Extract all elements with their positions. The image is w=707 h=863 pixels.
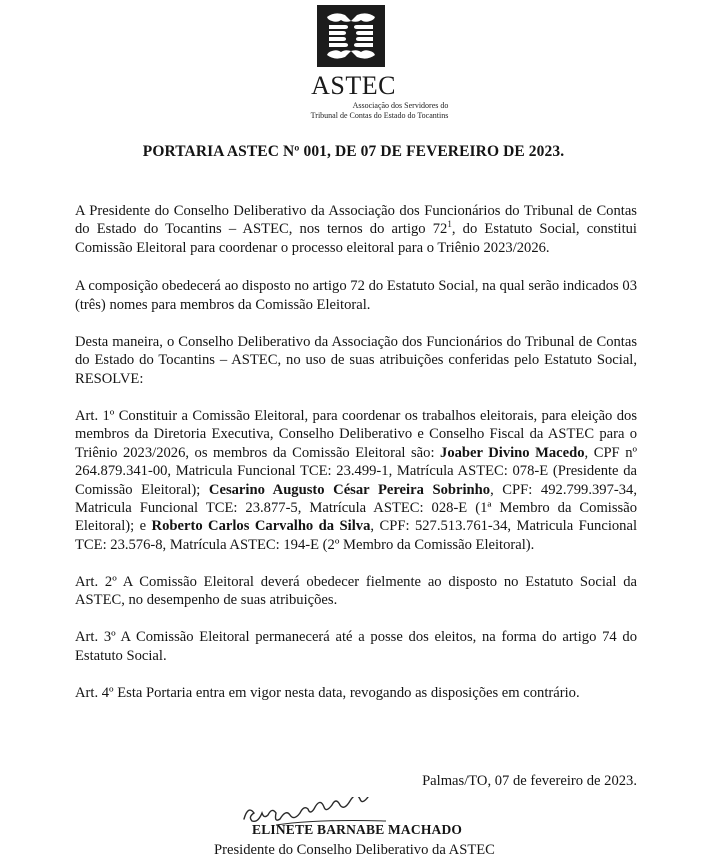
member-name: Roberto Carlos Carvalho da Silva	[151, 518, 371, 535]
article-1-text: , CPF nº 264.879.341-00, Matricula Funcional TCE: 23.499-1, Matrícula ASTEC: 078-E (Presidente da Comissão Eleitoral);	[75, 444, 638, 498]
paragraph-preamble	[75, 202, 637, 257]
date-line: Palmas/TO, 07 de fevereiro de 2023.	[422, 773, 637, 789]
org-subtitle-line2: Tribunal de Contas do Estado do Tocantins	[310, 111, 449, 120]
article-1-text: , CPF: 492.799.397-34, Matricula Funcional TCE: 23.877-5, Matrícula ASTEC: 028-E (1ª Membro da Comissão Eleitoral); e	[75, 481, 637, 535]
org-name: ASTEC	[311, 71, 396, 100]
paragraph-resolve: Desta maneira, o Conselho Deliberativo da Associação dos Funcionários do Tribunal de Contas do Estado do Tocantins – ASTEC, no uso de suas atribuições conferidas pelo Estatuto Social, RESOLVE:	[75, 334, 637, 387]
signer-role: Presidente do Conselho Deliberativo da ASTEC	[214, 842, 495, 858]
footnote-marker: 1	[447, 219, 452, 230]
member-name: Cesarino Augusto César Pereira Sobrinho	[208, 481, 491, 498]
article-3: Art. 3º A Comissão Eleitoral permanecerá até a posse dos eleitos, na forma do artigo 74 do Estatuto Social.	[75, 629, 637, 664]
document-title: PORTARIA ASTEC Nº 001, DE 07 DE FEVEREIRO DE 2023.	[142, 143, 565, 160]
preamble-text: A Presidente do Conselho Deliberativo da Associação dos Funcionários do Tribunal de Contas do Estado do Tocantins – ASTEC, nos ternos do artigo 72	[75, 203, 637, 238]
article-1-text: Art. 1º Constituir a Comissão Eleitoral, para coordenar os trabalhos eleitorais, para eleição dos membros da Diretoria Executiva, Conselho Deliberativo e Conselho Fiscal da ASTEC para o Triênio 2023/2026, os membros da Comissão Eleitoral são:	[75, 408, 637, 461]
signer-name: ELINETE BARNABE MACHADO	[252, 822, 463, 837]
paragraph-composition: A composição obedecerá ao disposto no artigo 72 do Estatuto Social, na qual serão indicados 03 (três) nomes para membros da Comissão Eleitoral.	[75, 278, 637, 313]
org-subtitle-line1: Associação dos Servidores do	[352, 101, 449, 110]
article-1	[75, 407, 637, 554]
article-2: Art. 2º A Comissão Eleitoral deverá obedecer fielmente ao disposto no Estatuto Social da ASTEC, no desempenho de suas atribuições.	[75, 573, 637, 609]
hands-emblem-icon	[317, 5, 385, 67]
document-body	[75, 202, 637, 721]
article-1-text: , CPF: 527.513.761-34, Matricula Funcional TCE: 23.576-8, Matrícula ASTEC: 194-E (2º Membro da Comissão Eleitoral).	[75, 518, 638, 553]
member-name: Joaber Divino Macedo	[440, 444, 585, 461]
preamble-text-cont: , do Estatuto Social, constitui Comissão Eleitoral para coordenar o processo eleitoral para o Triênio 2023/2026.	[75, 221, 637, 256]
article-4: Art. 4º Esta Portaria entra em vigor nesta data, revogando as disposições em contrário.	[75, 684, 580, 701]
